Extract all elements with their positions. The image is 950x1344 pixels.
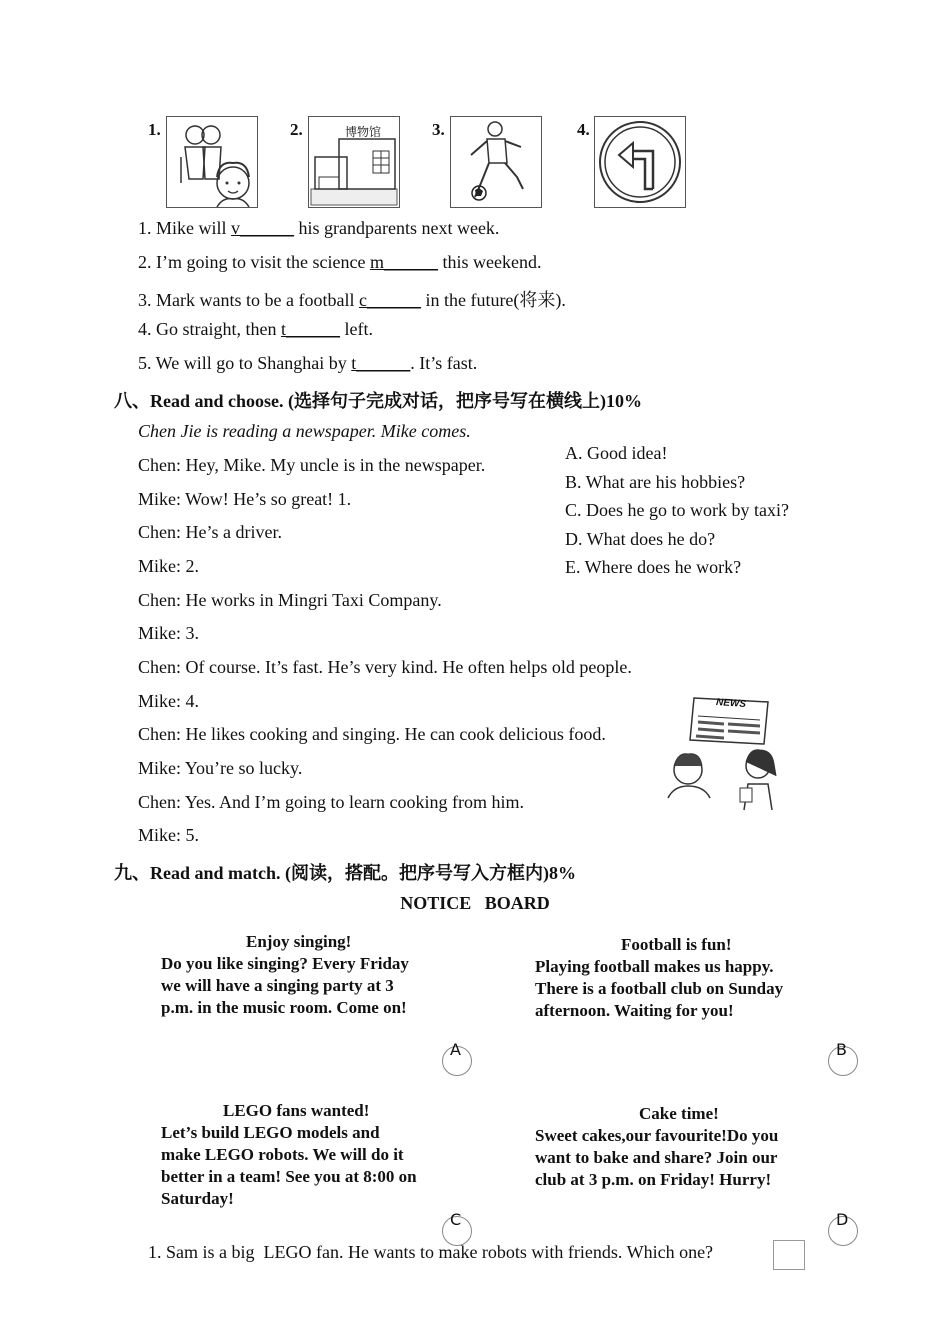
football-player-picture	[450, 116, 542, 208]
grandparents-boy-picture	[166, 116, 258, 208]
notice-d-line: club at 3 p.m. on Friday! Hurry!	[535, 1170, 772, 1189]
fill-in-item-3: 3. Mark wants to be a football c______ in the future(将来).	[138, 290, 566, 310]
match-question-1: 1. Sam is a big LEGO fan. He wants to make robots with friends. Which one?	[148, 1242, 714, 1262]
dialogue-line: Mike: 3.	[138, 623, 199, 643]
turn-left-sign-picture	[594, 116, 686, 208]
option-b: B. What are his hobbies?	[565, 472, 746, 492]
notice-c-line: Let’s build LEGO models and	[161, 1123, 380, 1142]
museum-sign: 博物馆	[345, 125, 382, 139]
picture-number-1: 1.	[148, 120, 161, 139]
dialogue-line: Mike: 4.	[138, 691, 199, 711]
dialogue-line: Chen: He’s a driver.	[138, 522, 282, 542]
fill-in-item-5: 5. We will go to Shanghai by t______. It’s fast.	[138, 353, 478, 373]
notice-a-line: we will have a singing party at 3	[161, 976, 394, 995]
notice-board-title: NOTICE BOARD	[400, 893, 550, 913]
dialogue-line: Chen: He works in Mingri Taxi Company.	[138, 590, 442, 610]
answer-box-1[interactable]	[773, 1240, 805, 1270]
picture-number-3: 3.	[432, 120, 445, 139]
notice-b	[535, 934, 783, 1022]
option-e: E. Where does he work?	[565, 557, 742, 577]
fill-in-item-1: 1. Mike will v______ his grandparents next week.	[138, 218, 500, 238]
dialogue-line: Mike: 5.	[138, 825, 199, 845]
museum-building-picture	[308, 116, 400, 208]
dialogue-line: Mike: Wow! He’s so great! 1.	[138, 489, 352, 509]
notice-d-line: want to bake and share? Join our	[535, 1148, 778, 1167]
notice-a-letter: A	[450, 1040, 461, 1059]
option-c: C. Does he go to work by taxi?	[565, 500, 789, 520]
section-8-intro: Chen Jie is reading a newspaper. Mike comes.	[138, 421, 471, 441]
notice-d-heading: Cake time!	[639, 1104, 719, 1123]
notice-a-line: p.m. in the music room. Come on!	[161, 998, 407, 1017]
notice-c	[161, 1100, 417, 1210]
notice-b-line: There is a football club on Sunday	[535, 979, 784, 998]
news-label: NEWS	[715, 696, 747, 711]
dialogue-line: Chen: Yes. And I’m going to learn cooking from him.	[138, 792, 524, 812]
option-d: D. What does he do?	[565, 529, 716, 549]
fill-in-blank-5[interactable]: t______	[351, 353, 411, 373]
notice-b-line: Playing football makes us happy.	[535, 957, 774, 976]
notice-c-line: better in a team! See you at 8:00 on	[161, 1167, 417, 1186]
notice-d-letter: D	[836, 1210, 849, 1229]
fill-in-item-4: 4. Go straight, then t______ left.	[138, 319, 373, 339]
newspaper-children-illustration	[664, 692, 784, 814]
fill-in-item-2: 2. I’m going to visit the science m______ this weekend.	[138, 252, 542, 272]
dialogue-line: Mike: 2.	[138, 556, 199, 576]
notice-b-line: afternoon. Waiting for you!	[535, 1001, 734, 1020]
notice-d	[535, 1103, 778, 1191]
section-9-title: 九、Read and match. (阅读，搭配。把序号写入方框内)8%	[114, 863, 576, 883]
notice-c-line: make LEGO robots. We will do it	[161, 1145, 404, 1164]
fill-in-blank-4[interactable]: t______	[280, 319, 340, 339]
notice-c-letter: C	[450, 1210, 462, 1229]
picture-number-2: 2.	[290, 120, 303, 139]
picture-number-4: 4.	[577, 120, 590, 139]
fill-in-blank-1[interactable]: v______	[231, 218, 294, 238]
notice-b-letter: B	[836, 1040, 847, 1059]
dialogue-line: Chen: Hey, Mike. My uncle is in the newspaper.	[138, 455, 486, 475]
notice-d-line: Sweet cakes,our favourite!Do you	[535, 1126, 779, 1145]
fill-in-blank-2[interactable]: m______	[369, 252, 438, 272]
notice-c-line: Saturday!	[161, 1189, 234, 1208]
notice-a-line: Do you like singing? Every Friday	[161, 954, 409, 973]
notice-a-heading: Enjoy singing!	[246, 932, 352, 951]
notice-c-heading: LEGO fans wanted!	[223, 1101, 370, 1120]
dialogue-line: Mike: You’re so lucky.	[138, 758, 303, 778]
notice-a	[161, 931, 409, 1019]
dialogue-line: Chen: He likes cooking and singing. He can cook delicious food.	[138, 724, 606, 744]
option-a: A. Good idea!	[565, 443, 668, 463]
section-8-title: 八、Read and choose. (选择句子完成对话，把序号写在横线上)10%	[114, 391, 643, 411]
notice-b-heading: Football is fun!	[621, 935, 732, 954]
dialogue-line: Chen: Of course. It’s fast. He’s very kind. He often helps old people.	[138, 657, 632, 677]
fill-in-blank-3[interactable]: c______	[358, 290, 421, 310]
